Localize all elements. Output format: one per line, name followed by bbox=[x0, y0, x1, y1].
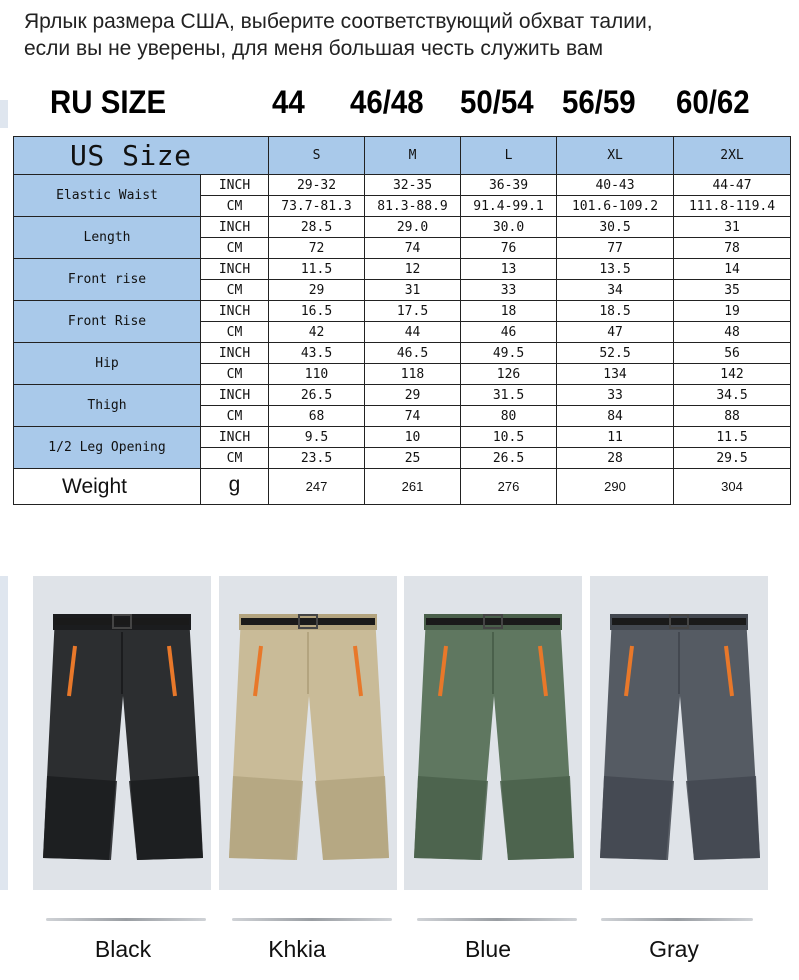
notice-line-2: если вы не уверены, для меня большая честь служить вам bbox=[24, 37, 604, 60]
table-cell: 247 bbox=[269, 469, 365, 505]
ru-size-value: 50/54 bbox=[460, 84, 534, 120]
unit-cm: CM bbox=[201, 364, 269, 385]
table-cell: 31.5 bbox=[461, 385, 557, 406]
table-cell: 78 bbox=[674, 238, 791, 259]
table-row bbox=[14, 385, 791, 406]
table-cell: 19 bbox=[674, 301, 791, 322]
unit-inch: INCH bbox=[201, 343, 269, 364]
unit-inch: INCH bbox=[201, 301, 269, 322]
unit-inch: INCH bbox=[201, 427, 269, 448]
table-cell: 29 bbox=[269, 280, 365, 301]
table-cell: 101.6-109.2 bbox=[557, 196, 674, 217]
table-cell: 11.5 bbox=[674, 427, 791, 448]
unit-cm: CM bbox=[201, 196, 269, 217]
table-cell: 13.5 bbox=[557, 259, 674, 280]
size-column-header: 2XL bbox=[674, 137, 791, 175]
table-cell: 30.0 bbox=[461, 217, 557, 238]
table-row bbox=[14, 259, 791, 280]
table-cell: 88 bbox=[674, 406, 791, 427]
table-cell: 12 bbox=[365, 259, 461, 280]
size-chart-table bbox=[13, 136, 791, 505]
unit-cm: CM bbox=[201, 238, 269, 259]
divider-line bbox=[46, 918, 206, 921]
size-column-header: M bbox=[365, 137, 461, 175]
unit-cm: CM bbox=[201, 448, 269, 469]
ru-size-row bbox=[0, 82, 799, 122]
table-cell: 134 bbox=[557, 364, 674, 385]
table-row bbox=[14, 427, 791, 448]
table-cell: 31 bbox=[365, 280, 461, 301]
table-cell: 74 bbox=[365, 406, 461, 427]
table-cell: 29 bbox=[365, 385, 461, 406]
table-cell: 44 bbox=[365, 322, 461, 343]
table-cell: 304 bbox=[674, 469, 791, 505]
size-column-header: L bbox=[461, 137, 557, 175]
table-cell: 29.0 bbox=[365, 217, 461, 238]
table-cell: 81.3-88.9 bbox=[365, 196, 461, 217]
table-cell: 9.5 bbox=[269, 427, 365, 448]
ru-size-value: 60/62 bbox=[676, 84, 750, 120]
product-image[interactable] bbox=[33, 576, 211, 890]
table-cell: 34 bbox=[557, 280, 674, 301]
product-gallery bbox=[0, 576, 799, 980]
shorts-illustration bbox=[219, 576, 397, 890]
table-cell: 142 bbox=[674, 364, 791, 385]
table-cell: 26.5 bbox=[269, 385, 365, 406]
table-cell: 28.5 bbox=[269, 217, 365, 238]
weight-unit: g bbox=[201, 469, 269, 505]
table-cell: 31 bbox=[674, 217, 791, 238]
unit-cm: CM bbox=[201, 280, 269, 301]
table-cell: 11.5 bbox=[269, 259, 365, 280]
measurement-label: Front Rise bbox=[14, 301, 201, 343]
table-cell: 26.5 bbox=[461, 448, 557, 469]
product-image[interactable] bbox=[590, 576, 768, 890]
shorts-illustration bbox=[33, 576, 211, 890]
table-cell: 91.4-99.1 bbox=[461, 196, 557, 217]
color-name-label: Blue bbox=[464, 936, 512, 962]
ru-size-label: RU SIZE bbox=[50, 84, 167, 120]
weight-row bbox=[14, 469, 791, 505]
table-cell: 34.5 bbox=[674, 385, 791, 406]
table-cell: 276 bbox=[461, 469, 557, 505]
shorts-illustration bbox=[404, 576, 582, 890]
table-cell: 48 bbox=[674, 322, 791, 343]
unit-inch: INCH bbox=[201, 385, 269, 406]
unit-inch: INCH bbox=[201, 175, 269, 196]
table-cell: 77 bbox=[557, 238, 674, 259]
unit-inch: INCH bbox=[201, 217, 269, 238]
table-cell: 35 bbox=[674, 280, 791, 301]
table-cell: 49.5 bbox=[461, 343, 557, 364]
color-name-label: Gray bbox=[649, 936, 699, 962]
size-column-header: XL bbox=[557, 137, 674, 175]
table-cell: 16.5 bbox=[269, 301, 365, 322]
table-cell: 10 bbox=[365, 427, 461, 448]
table-cell: 44-47 bbox=[674, 175, 791, 196]
color-name-label: Khkia bbox=[268, 936, 326, 962]
table-cell: 126 bbox=[461, 364, 557, 385]
size-notice bbox=[24, 8, 794, 62]
table-cell: 30.5 bbox=[557, 217, 674, 238]
table-cell: 14 bbox=[674, 259, 791, 280]
ru-size-value: 56/59 bbox=[562, 84, 636, 120]
ru-size-value: 44 bbox=[272, 84, 305, 120]
unit-cm: CM bbox=[201, 322, 269, 343]
table-cell: 261 bbox=[365, 469, 461, 505]
table-cell: 111.8-119.4 bbox=[674, 196, 791, 217]
table-cell: 23.5 bbox=[269, 448, 365, 469]
ru-size-value: 46/48 bbox=[350, 84, 424, 120]
table-cell: 10.5 bbox=[461, 427, 557, 448]
table-cell: 46 bbox=[461, 322, 557, 343]
table-cell: 29.5 bbox=[674, 448, 791, 469]
table-cell: 73.7-81.3 bbox=[269, 196, 365, 217]
unit-cm: CM bbox=[201, 406, 269, 427]
table-cell: 76 bbox=[461, 238, 557, 259]
table-cell: 33 bbox=[461, 280, 557, 301]
table-cell: 118 bbox=[365, 364, 461, 385]
divider-line bbox=[601, 918, 753, 921]
table-row bbox=[14, 217, 791, 238]
table-cell: 290 bbox=[557, 469, 674, 505]
color-name-label: Black bbox=[94, 936, 152, 962]
measurement-label: Elastic Waist bbox=[14, 175, 201, 217]
table-cell: 110 bbox=[269, 364, 365, 385]
table-row bbox=[14, 301, 791, 322]
measurement-label: Front rise bbox=[14, 259, 201, 301]
table-cell: 33 bbox=[557, 385, 674, 406]
table-title: US Size bbox=[14, 137, 269, 175]
table-cell: 18.5 bbox=[557, 301, 674, 322]
product-image[interactable] bbox=[404, 576, 582, 890]
table-row bbox=[14, 343, 791, 364]
table-cell: 47 bbox=[557, 322, 674, 343]
table-cell: 72 bbox=[269, 238, 365, 259]
measurement-label: 1/2 Leg Opening bbox=[14, 427, 201, 469]
weight-label: Weight bbox=[14, 469, 201, 505]
table-cell: 56 bbox=[674, 343, 791, 364]
table-cell: 32-35 bbox=[365, 175, 461, 196]
measurement-label: Length bbox=[14, 217, 201, 259]
product-image[interactable] bbox=[219, 576, 397, 890]
notice-line-1: Ярлык размера США, выберите соответствующий обхват талии, bbox=[24, 10, 653, 33]
size-column-header: S bbox=[269, 137, 365, 175]
table-cell: 74 bbox=[365, 238, 461, 259]
table-cell: 28 bbox=[557, 448, 674, 469]
table-cell: 84 bbox=[557, 406, 674, 427]
table-cell: 46.5 bbox=[365, 343, 461, 364]
table-cell: 36-39 bbox=[461, 175, 557, 196]
unit-inch: INCH bbox=[201, 259, 269, 280]
divider-line bbox=[232, 918, 392, 921]
table-cell: 13 bbox=[461, 259, 557, 280]
table-cell: 52.5 bbox=[557, 343, 674, 364]
table-cell: 29-32 bbox=[269, 175, 365, 196]
table-cell: 25 bbox=[365, 448, 461, 469]
table-cell: 17.5 bbox=[365, 301, 461, 322]
table-cell: 40-43 bbox=[557, 175, 674, 196]
divider-line bbox=[417, 918, 577, 921]
table-cell: 68 bbox=[269, 406, 365, 427]
table-cell: 42 bbox=[269, 322, 365, 343]
measurement-label: Hip bbox=[14, 343, 201, 385]
table-header-row bbox=[14, 137, 791, 175]
shorts-illustration bbox=[590, 576, 768, 890]
measurement-label: Thigh bbox=[14, 385, 201, 427]
table-cell: 11 bbox=[557, 427, 674, 448]
table-cell: 80 bbox=[461, 406, 557, 427]
table-cell: 18 bbox=[461, 301, 557, 322]
table-cell: 43.5 bbox=[269, 343, 365, 364]
table-row bbox=[14, 175, 791, 196]
